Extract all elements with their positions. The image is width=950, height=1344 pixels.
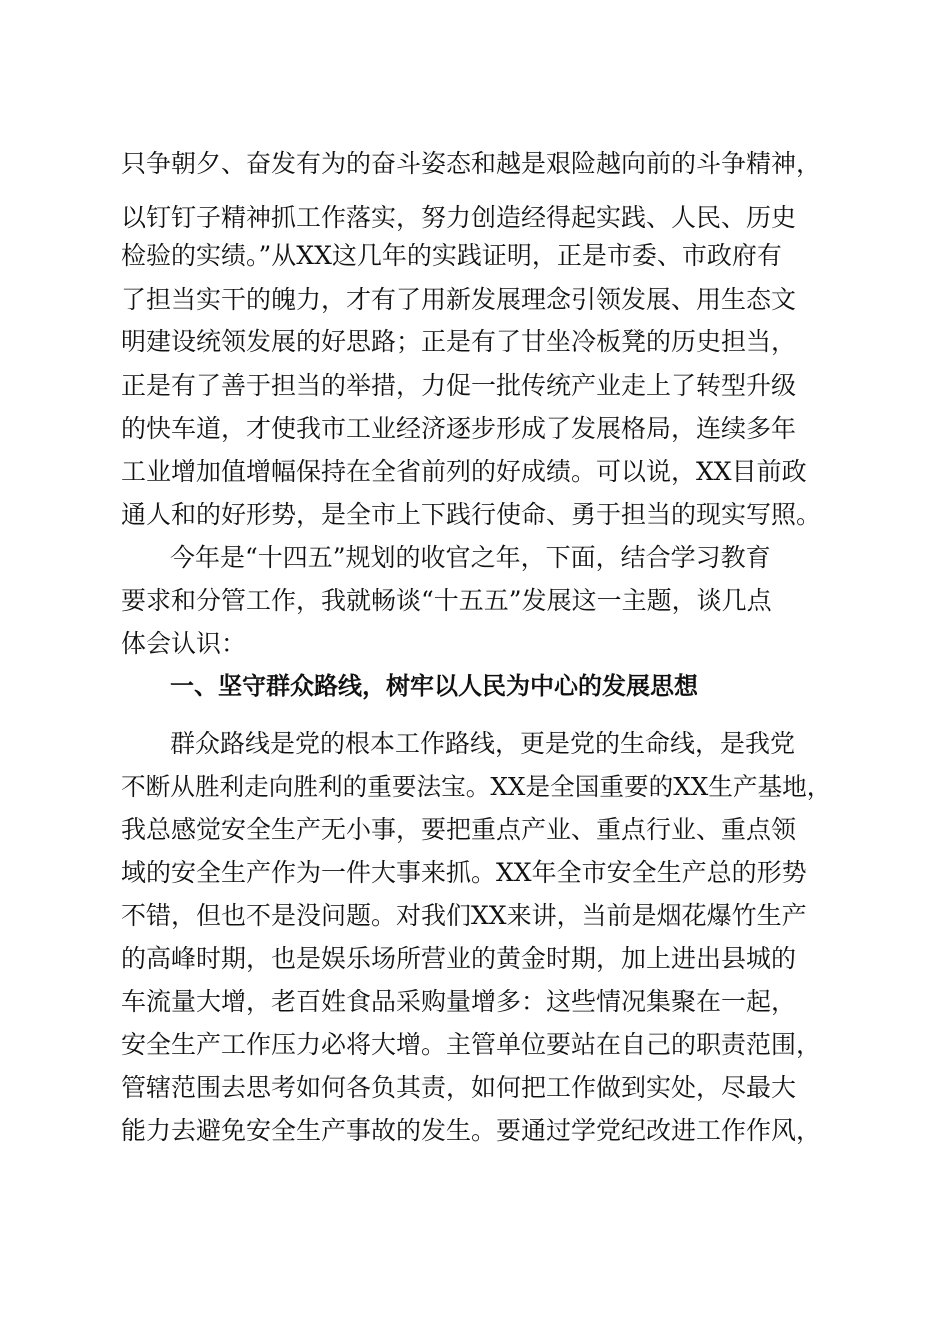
paragraph-3-line: 群众路线是党的根本工作路线，更是党的生命线，是我党 xyxy=(170,729,796,758)
paragraph-3-line: 安全生产工作压力必将大增。主管单位要站在自己的职责范围， xyxy=(121,1030,822,1059)
paragraph-1-line: 明建设统领发展的好思路；正是有了甘坐冷板凳的历史担当， xyxy=(121,327,797,356)
paragraph-3-line: 能力去避免安全生产事故的发生。要通过学党纪改进工作作风， xyxy=(121,1116,822,1145)
paragraph-3-line: 管辖范围去思考如何各负其责，如何把工作做到实处，尽最大 xyxy=(121,1073,797,1102)
paragraph-2-line: 体会认识： xyxy=(121,629,247,658)
paragraph-3-line: 车流量大增，老百姓食品采购量增多：这些情况集聚在一起， xyxy=(121,987,797,1016)
paragraph-2-line: 今年是“十四五”规划的收官之年，下面，结合学习教育 xyxy=(170,543,771,572)
paragraph-1-line: 只争朝夕、奋发有为的奋斗姿态和越是艰险越向前的斗争精神， xyxy=(121,149,822,178)
paragraph-1-line: 正是有了善于担当的举措，力促一批传统产业走上了转型升级 xyxy=(121,371,797,400)
paragraph-1-line: 检验的实绩。”从XX这几年的实践证明，正是市委、市政府有 xyxy=(121,241,782,270)
paragraph-1-line: 通人和的好形势，是全市上下践行使命、勇于担当的现实写照。 xyxy=(121,500,822,529)
paragraph-3-line: 的高峰时期，也是娱乐场所营业的黄金时期，加上进出县城的 xyxy=(121,944,797,973)
paragraph-2-line: 要求和分管工作，我就畅谈“十五五”发展这一主题，谈几点 xyxy=(121,586,772,615)
paragraph-3-line: 不错，但也不是没问题。对我们XX来讲，当前是烟花爆竹生产 xyxy=(121,901,807,930)
paragraph-1-line: 的快车道，才使我市工业经济逐步形成了发展格局，连续多年 xyxy=(121,414,797,443)
paragraph-1-line: 了担当实干的魄力，才有了用新发展理念引领发展、用生态文 xyxy=(121,285,797,314)
paragraph-3-line: 我总感觉安全生产无小事，要把重点产业、重点行业、重点领 xyxy=(121,815,797,844)
paragraph-1-line: 以钉钉子精神抓工作落实，努力创造经得起实践、人民、历史 xyxy=(121,203,797,232)
paragraph-3-line: 域的安全生产作为一件大事来抓。XX年全市安全生产总的形势 xyxy=(121,858,807,887)
paragraph-1-line: 工业增加值增幅保持在全省前列的好成绩。可以说，XX目前政 xyxy=(121,457,807,486)
paragraph-3-line: 不断从胜利走向胜利的重要法宝。XX是全国重要的XX生产基地， xyxy=(121,772,832,801)
section-heading: 一、坚守群众路线，树牢以人民为中心的发展思想 xyxy=(170,672,698,700)
